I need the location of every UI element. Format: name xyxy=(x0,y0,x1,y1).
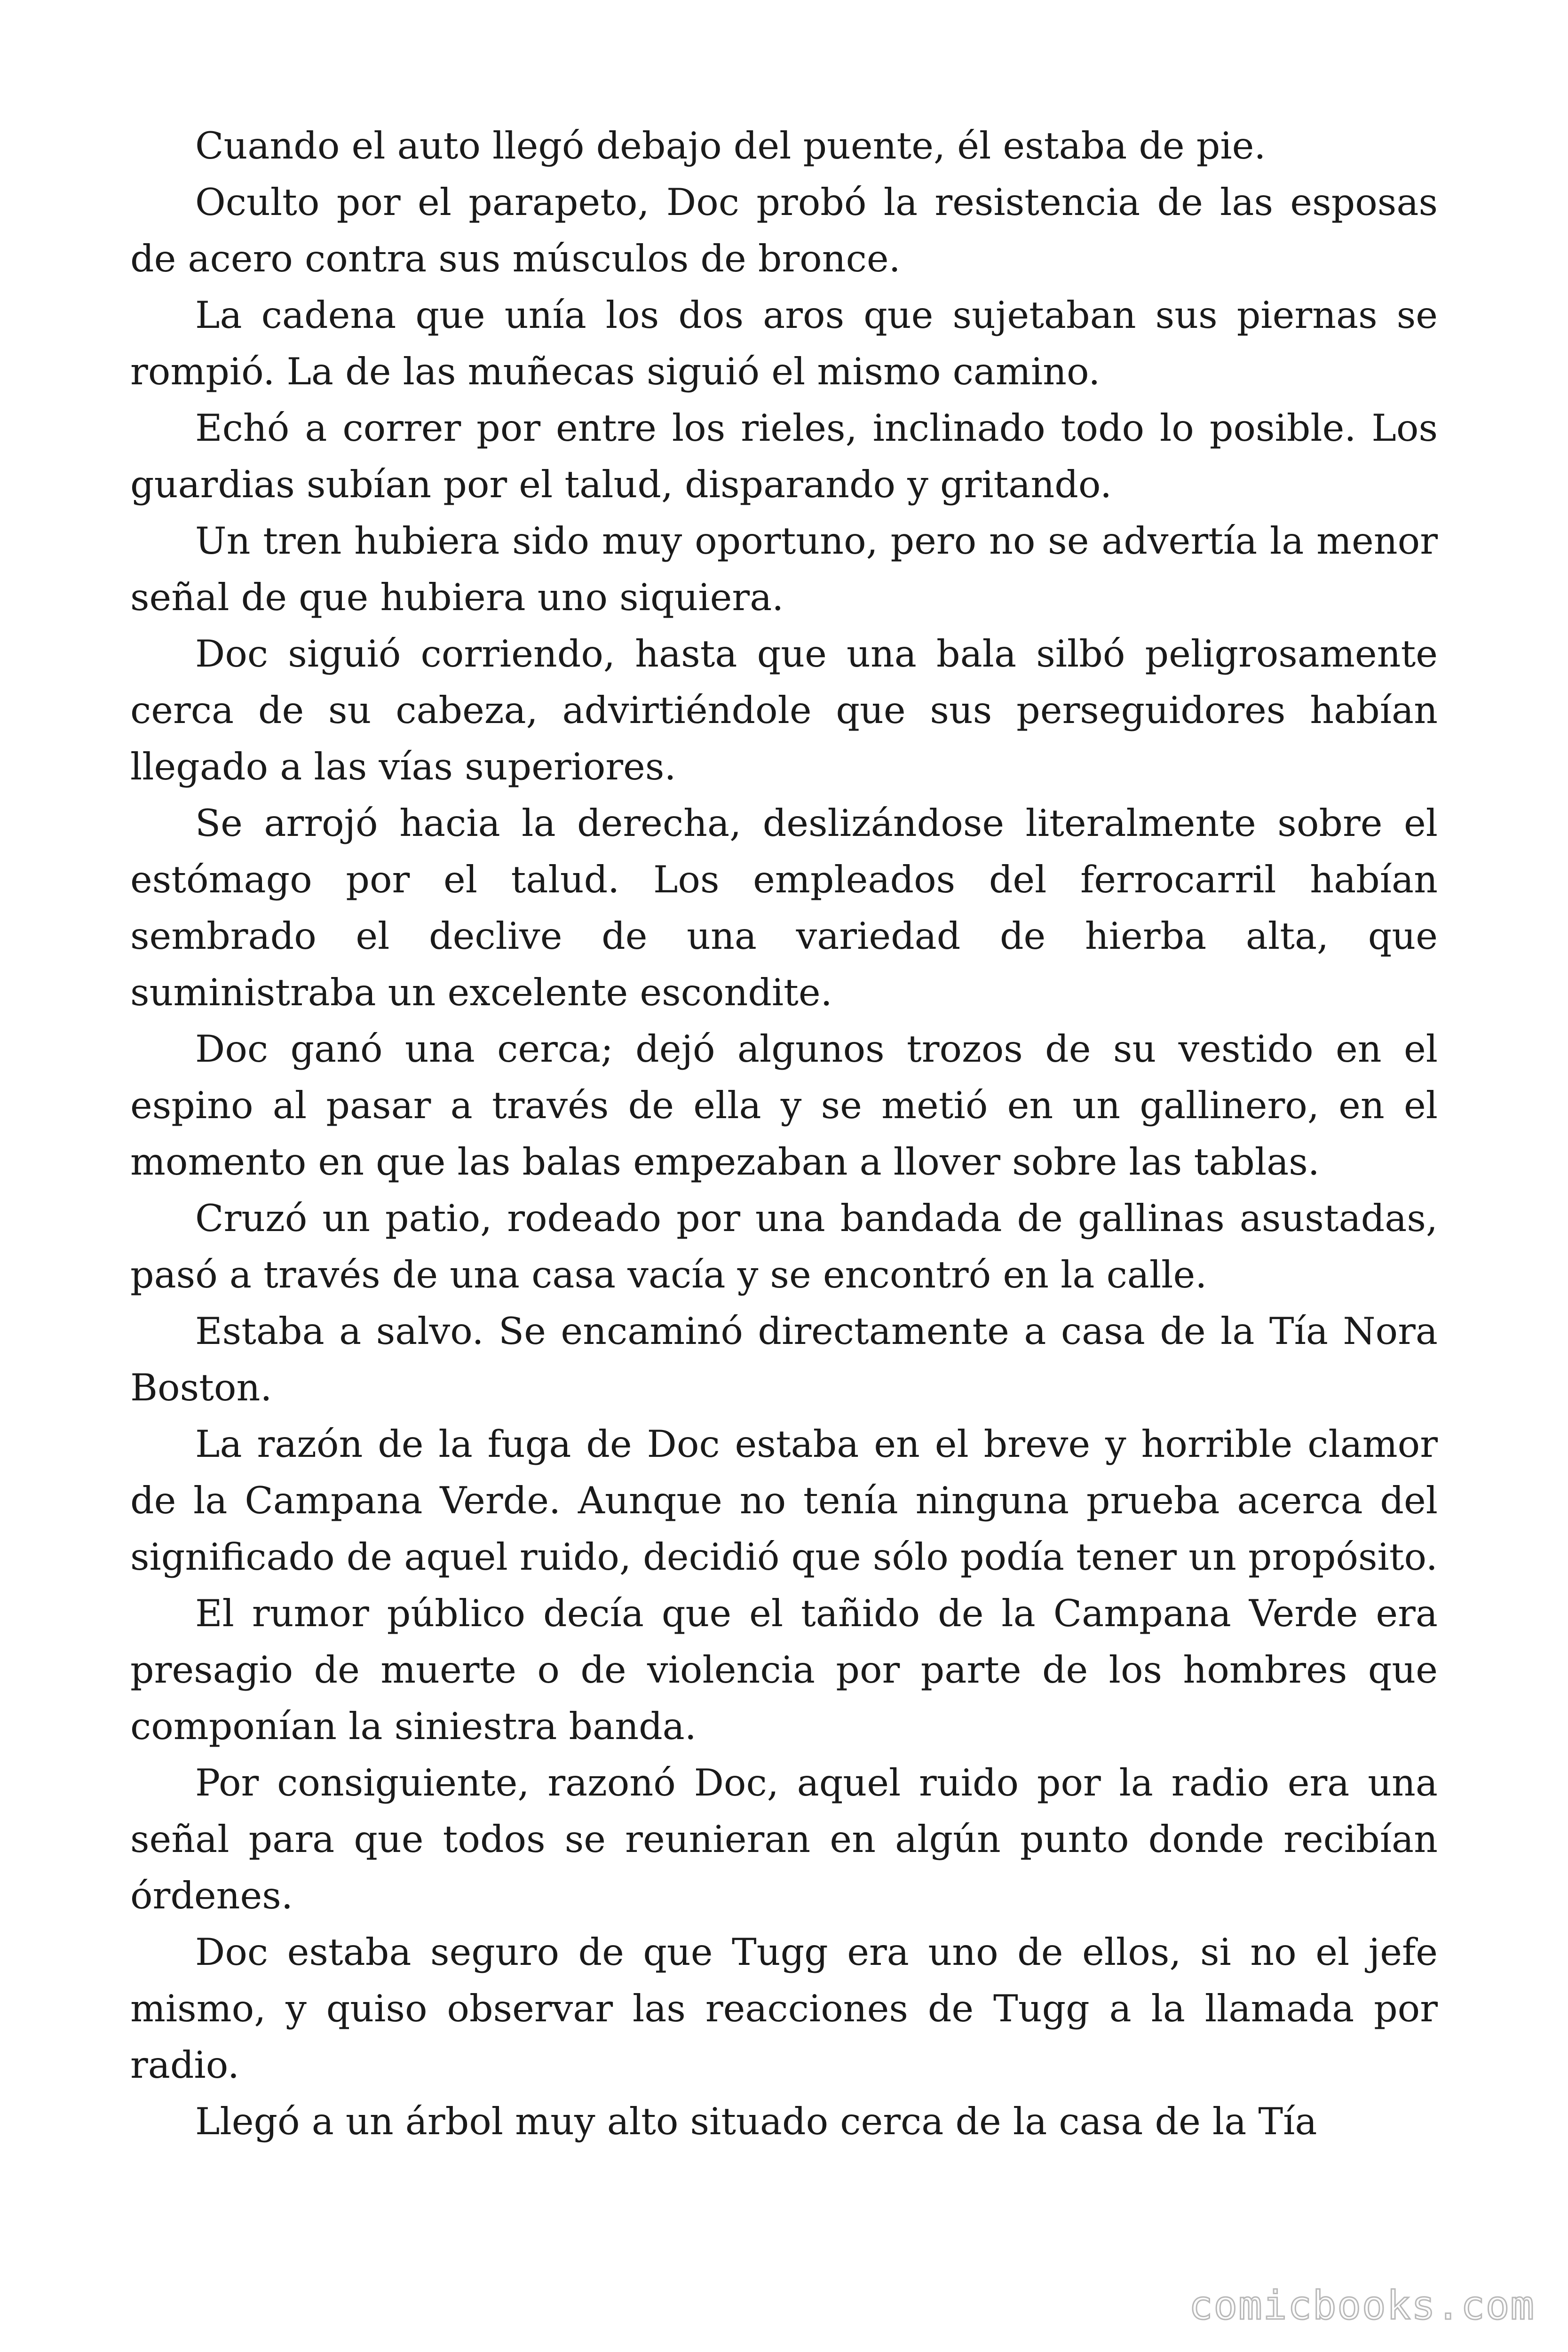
paragraph: Cuando el auto llegó debajo del puente, él estaba de pie. xyxy=(195,124,1266,167)
paragraph: Un tren hubiera sido muy oportuno, pero no se advertía la menor señal de que hubiera uno siquiera. xyxy=(130,519,1438,619)
paragraph: Doc estaba seguro de que Tugg era uno de ellos, si no el jefe mismo, y quiso observar las reacciones de Tugg a la llamada por radio. xyxy=(130,1931,1438,2087)
paragraph: La razón de la fuga de Doc estaba en el breve y horrible clamor de la Campana Verde. Aunque no tenía ninguna prueba acerca del significado de aquel ruido, decidió que sólo podía tener un propósito. xyxy=(130,1422,1438,1579)
body-text xyxy=(130,118,1438,2150)
paragraph: Oculto por el parapeto, Doc probó la resistencia de las esposas de acero contra sus músculos de bronce. xyxy=(130,181,1438,280)
paragraph: Llegó a un árbol muy alto situado cerca de la casa de la Tía xyxy=(195,2100,1317,2143)
paragraph: Cruzó un patio, rodeado por una bandada de gallinas asustadas, pasó a través de una casa vacía y se encontró en la calle. xyxy=(130,1197,1438,1296)
paragraph: Se arrojó hacia la derecha, deslizándose literalmente sobre el estómago por el talud. Los empleados del ferrocarril habían sembrado el declive de una variedad de hierba alta, que suministraba un excelente escondite. xyxy=(130,802,1438,1014)
watermark: comicbooks.com xyxy=(1188,2282,1535,2328)
paragraph: Doc ganó una cerca; dejó algunos trozos de su vestido en el espino al pasar a través de ella y se metió en un gallinero, en el momento en que las balas empezaban a llover sobre las tablas. xyxy=(130,1027,1438,1184)
paragraph: La cadena que unía los dos aros que sujetaban sus piernas se rompió. La de las muñecas siguió el mismo camino. xyxy=(130,294,1438,393)
paragraph: Echó a correr por entre los rieles, inclinado todo lo posible. Los guardias subían por el talud, disparando y gritando. xyxy=(130,406,1438,506)
paragraph: Doc siguió corriendo, hasta que una bala silbó peligrosamente cerca de su cabeza, advirtiéndole que sus perseguidores habían llegado a las vías superiores. xyxy=(130,632,1438,788)
paragraph: Por consiguiente, razonó Doc, aquel ruido por la radio era una señal para que todos se reunieran en algún punto donde recibían órdenes. xyxy=(130,1761,1438,1917)
paragraph: Estaba a salvo. Se encaminó directamente a casa de la Tía Nora Boston. xyxy=(130,1310,1438,1409)
paragraph: El rumor público decía que el tañido de la Campana Verde era presagio de muerte o de violencia por parte de los hombres que componían la siniestra banda. xyxy=(130,1592,1438,1748)
